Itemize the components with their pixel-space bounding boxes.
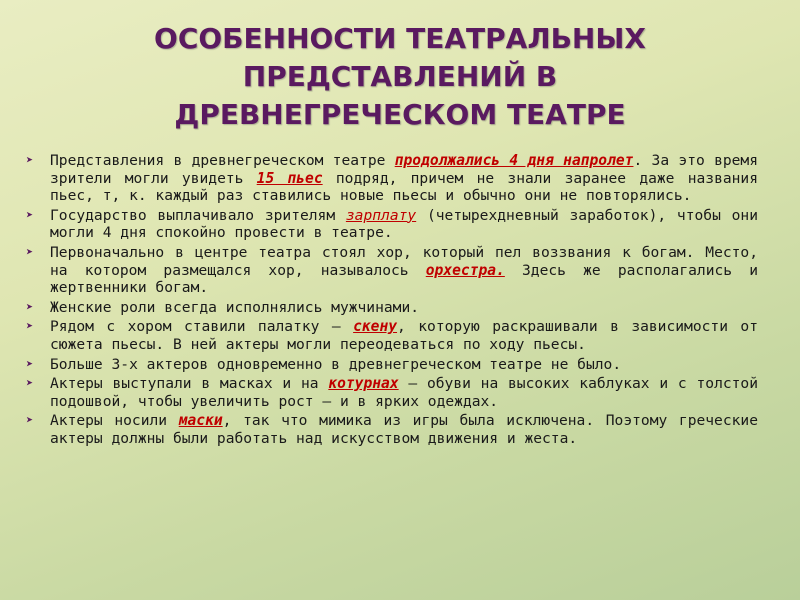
- bullet-text: Актеры выступали в масках и на: [50, 375, 329, 393]
- highlight-plays-count: 15 пьес: [256, 169, 323, 187]
- bullet-item-orchestra: [24, 244, 758, 297]
- bullet-item-salary: [24, 207, 758, 242]
- arrow-bullet-icon: ➤: [26, 376, 34, 391]
- bullet-text: Государство выплачивало зрителям: [50, 206, 346, 224]
- arrow-bullet-icon: ➤: [26, 299, 34, 314]
- bullet-text: , так что мимика из игры была исключена. Поэтому греческие актеры должны были работать над искусством движения и жеста.: [50, 412, 758, 447]
- bullet-text: подряд, причем не знали заранее даже названия пьес, т, к. каждый раз ставились новые пьесы и обычно они не повторялись.: [50, 169, 758, 205]
- bullet-text: Первоначально в центре театра стоял хор, который пел воззвания к богам. Место, на котором размещался хор, называлось: [50, 243, 758, 279]
- slide-title: [40, 20, 760, 134]
- slide-title-line-2: ПРЕДСТАВЛЕНИЙ В: [242, 60, 558, 93]
- bullet-item-masks: [24, 412, 758, 447]
- bullet-text: – обуви на высоких каблуках и с толстой подошвой, чтобы увеличить рост – и в ярких одеждах.: [50, 375, 759, 410]
- bullet-item-female-roles: [24, 299, 758, 317]
- bullet-text: Рядом с хором ставили палатку –: [50, 318, 354, 336]
- arrow-bullet-icon: ➤: [26, 356, 34, 371]
- bullet-text: . За это время зрители могли увидеть: [50, 152, 758, 187]
- arrow-bullet-icon: ➤: [26, 244, 34, 259]
- highlight-skene: скену: [353, 318, 398, 336]
- bullet-item-actors-count: [24, 356, 758, 374]
- bullet-text: Здесь же располагались и жертвенники богам.: [50, 261, 759, 297]
- slide-title-line-1: ОСОБЕННОСТИ ТЕАТРАЛЬНЫХ: [154, 22, 646, 55]
- bullet-item-performances: [24, 152, 758, 205]
- bullet-text: , которую раскрашивали в зависимости от сюжета пьесы. В ней актеры могли переодеваться по ходу пьесы.: [50, 318, 758, 353]
- highlight-masks: маски: [178, 412, 223, 430]
- highlight-duration: продолжались 4 дня напролет: [394, 152, 634, 169]
- bullet-item-kothurnoi: [24, 375, 758, 410]
- highlight-orchestra: орхестра.: [425, 261, 505, 279]
- arrow-bullet-icon: ➤: [26, 207, 34, 222]
- highlight-kothurnoi: котурнах: [328, 375, 399, 393]
- bullet-text: Больше 3-х актеров одновременно в древнегреческом театре не было.: [50, 355, 622, 373]
- bullet-text: Актеры носили: [50, 412, 179, 430]
- slide-title-line-3: ДРЕВНЕГРЕЧЕСКОМ ТЕАТРЕ: [174, 98, 626, 131]
- bullet-text: Представления в древнегреческом театре: [50, 152, 395, 169]
- arrow-bullet-icon: ➤: [26, 153, 34, 167]
- bullet-list: [24, 152, 758, 450]
- bullet-text: Женские роли всегда исполнялись мужчинами.: [50, 298, 420, 316]
- bullet-item-skene: [24, 318, 758, 353]
- arrow-bullet-icon: ➤: [26, 413, 34, 428]
- arrow-bullet-icon: ➤: [26, 319, 34, 334]
- bullet-text: (четырехдневный заработок), чтобы они могли 4 дня спокойно провести в театре.: [50, 206, 758, 242]
- highlight-salary: зарплату: [345, 206, 417, 224]
